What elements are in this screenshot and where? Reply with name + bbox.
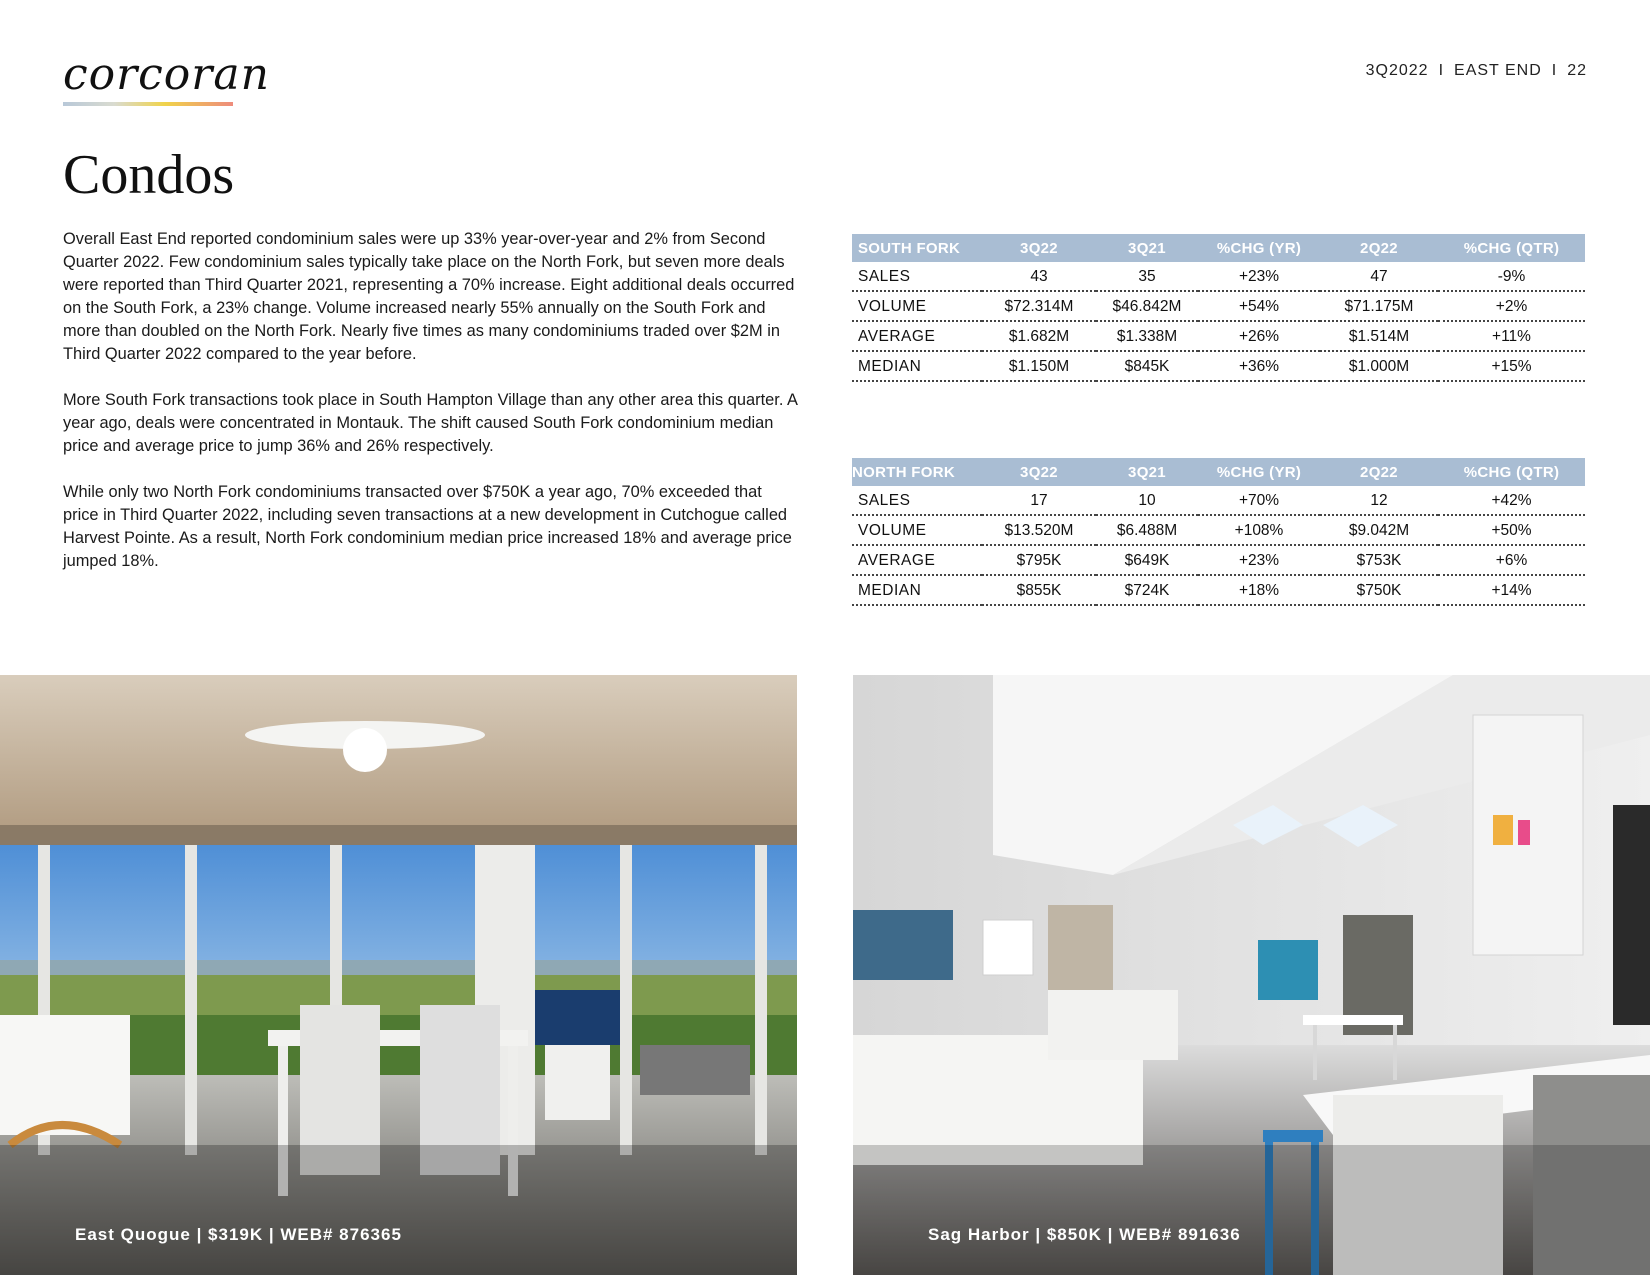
table-cell: 12 [1320,486,1438,515]
table-header-row [852,234,1585,262]
photo-east-quogue [0,675,797,1275]
table-cell: 35 [1096,262,1198,291]
table-cell: $855K [982,575,1096,605]
table-cell: $795K [982,545,1096,575]
table-cell: +18% [1198,575,1320,605]
row-label: MEDIAN [852,575,982,605]
table-cell: +70% [1198,486,1320,515]
table-cell: $72.314M [982,291,1096,321]
table-cell: $649K [1096,545,1198,575]
logo-gradient-bar [63,102,233,106]
table-row [852,321,1585,351]
column-header-change-quarter: %CHG (QTR) [1438,458,1585,486]
table-cell: +6% [1438,545,1585,575]
table-cell: +54% [1198,291,1320,321]
photo-caption: East Quogue | $319K | WEB# 876365 [75,1225,402,1244]
table-cell: $13.520M [982,515,1096,545]
table-cell: $1.000M [1320,351,1438,381]
column-header-change-quarter: %CHG (QTR) [1438,234,1585,262]
page-title: Condos [63,144,235,206]
table-cell: +36% [1198,351,1320,381]
column-header-area: SOUTH FORK [852,234,982,262]
column-header-prior-quarter: 2Q22 [1320,234,1438,262]
column-header-change-year: %CHG (YR) [1198,458,1320,486]
table-cell: +108% [1198,515,1320,545]
table-cell: $1.514M [1320,321,1438,351]
row-label: MEDIAN [852,351,982,381]
table-cell: $1.338M [1096,321,1198,351]
table-cell: 47 [1320,262,1438,291]
row-label: VOLUME [852,515,982,545]
corcoran-logo [63,49,270,106]
living-room-illustration [853,675,1650,1275]
table-cell: $1.682M [982,321,1096,351]
column-header-prior-year: 3Q21 [1096,458,1198,486]
table-cell: 10 [1096,486,1198,515]
table-row [852,545,1585,575]
table-cell: $6.488M [1096,515,1198,545]
paragraph-south-fork: More South Fork transactions took place in South Hampton Village than any other area this quarter. A year ago, deals were concentrated in Montauk. The shift caused South Fork condominium median price and average price to jump 36% and 26% respectively. [63,391,798,455]
header-page-number: 22 [1567,62,1587,79]
table-cell: $1.150M [982,351,1096,381]
table-cell: +42% [1438,486,1585,515]
column-header-current: 3Q22 [982,458,1096,486]
sunroom-illustration [0,675,797,1275]
header-region: EAST END [1454,62,1542,79]
table-cell: +2% [1438,291,1585,321]
table-cell: +14% [1438,575,1585,605]
row-label: AVERAGE [852,545,982,575]
header-separator: I [1438,62,1445,79]
table-cell: 17 [982,486,1096,515]
table-row [852,262,1585,291]
table-cell: +23% [1198,262,1320,291]
table-row [852,291,1585,321]
row-label: SALES [852,262,982,291]
header-quarter: 3Q2022 [1365,62,1429,79]
table-cell: $753K [1320,545,1438,575]
column-header-area: NORTH FORK [852,458,982,486]
table-cell: +23% [1198,545,1320,575]
table-cell: $46.842M [1096,291,1198,321]
north-fork-table [852,458,1585,606]
row-label: VOLUME [852,291,982,321]
south-fork-table [852,234,1585,382]
table-header-row [852,458,1585,486]
body-text [63,228,798,596]
table-cell: $845K [1096,351,1198,381]
logo-wordmark: corcoran [63,49,270,100]
table-cell: +11% [1438,321,1585,351]
photo-sag-harbor [853,675,1650,1275]
table-cell: +15% [1438,351,1585,381]
table-cell: +50% [1438,515,1585,545]
column-header-change-year: %CHG (YR) [1198,234,1320,262]
table-row [852,515,1585,545]
page-header-info [1366,62,1587,80]
table-cell: $750K [1320,575,1438,605]
table-row [852,486,1585,515]
table-row [852,575,1585,605]
table-cell: $9.042M [1320,515,1438,545]
photo-caption: Sag Harbor | $850K | WEB# 891636 [928,1225,1241,1244]
table-cell: 43 [982,262,1096,291]
header-separator: I [1551,62,1558,79]
table-row [852,351,1585,381]
column-header-prior-year: 3Q21 [1096,234,1198,262]
table-cell: $724K [1096,575,1198,605]
row-label: AVERAGE [852,321,982,351]
row-label: SALES [852,486,982,515]
paragraph-overview: Overall East End reported condominium sales were up 33% year-over-year and 2% from Second Quarter 2022. Few condominium sales typically take place on the North Fork, but seven more deals were reported than Third Quarter 2021, representing a 70% increase. Eight additional deals occurred on the South Fork, a 23% change. Volume increased nearly 55% annually on the South Fork and more than doubled on the North Fork. Nearly five times as many condominiums traded over $2M in Third Quarter 2022 compared to the year before. [63,230,795,363]
table-cell: $71.175M [1320,291,1438,321]
table-cell: +26% [1198,321,1320,351]
table-cell: -9% [1438,262,1585,291]
column-header-current: 3Q22 [982,234,1096,262]
paragraph-north-fork: While only two North Fork condominiums transacted over $750K a year ago, 70% exceeded that price in Third Quarter 2022, including seven transactions at a new development in Cutchogue called Harvest Pointe. As a result, North Fork condominium median price increased 18% and average price jumped 18%. [63,483,792,570]
column-header-prior-quarter: 2Q22 [1320,458,1438,486]
